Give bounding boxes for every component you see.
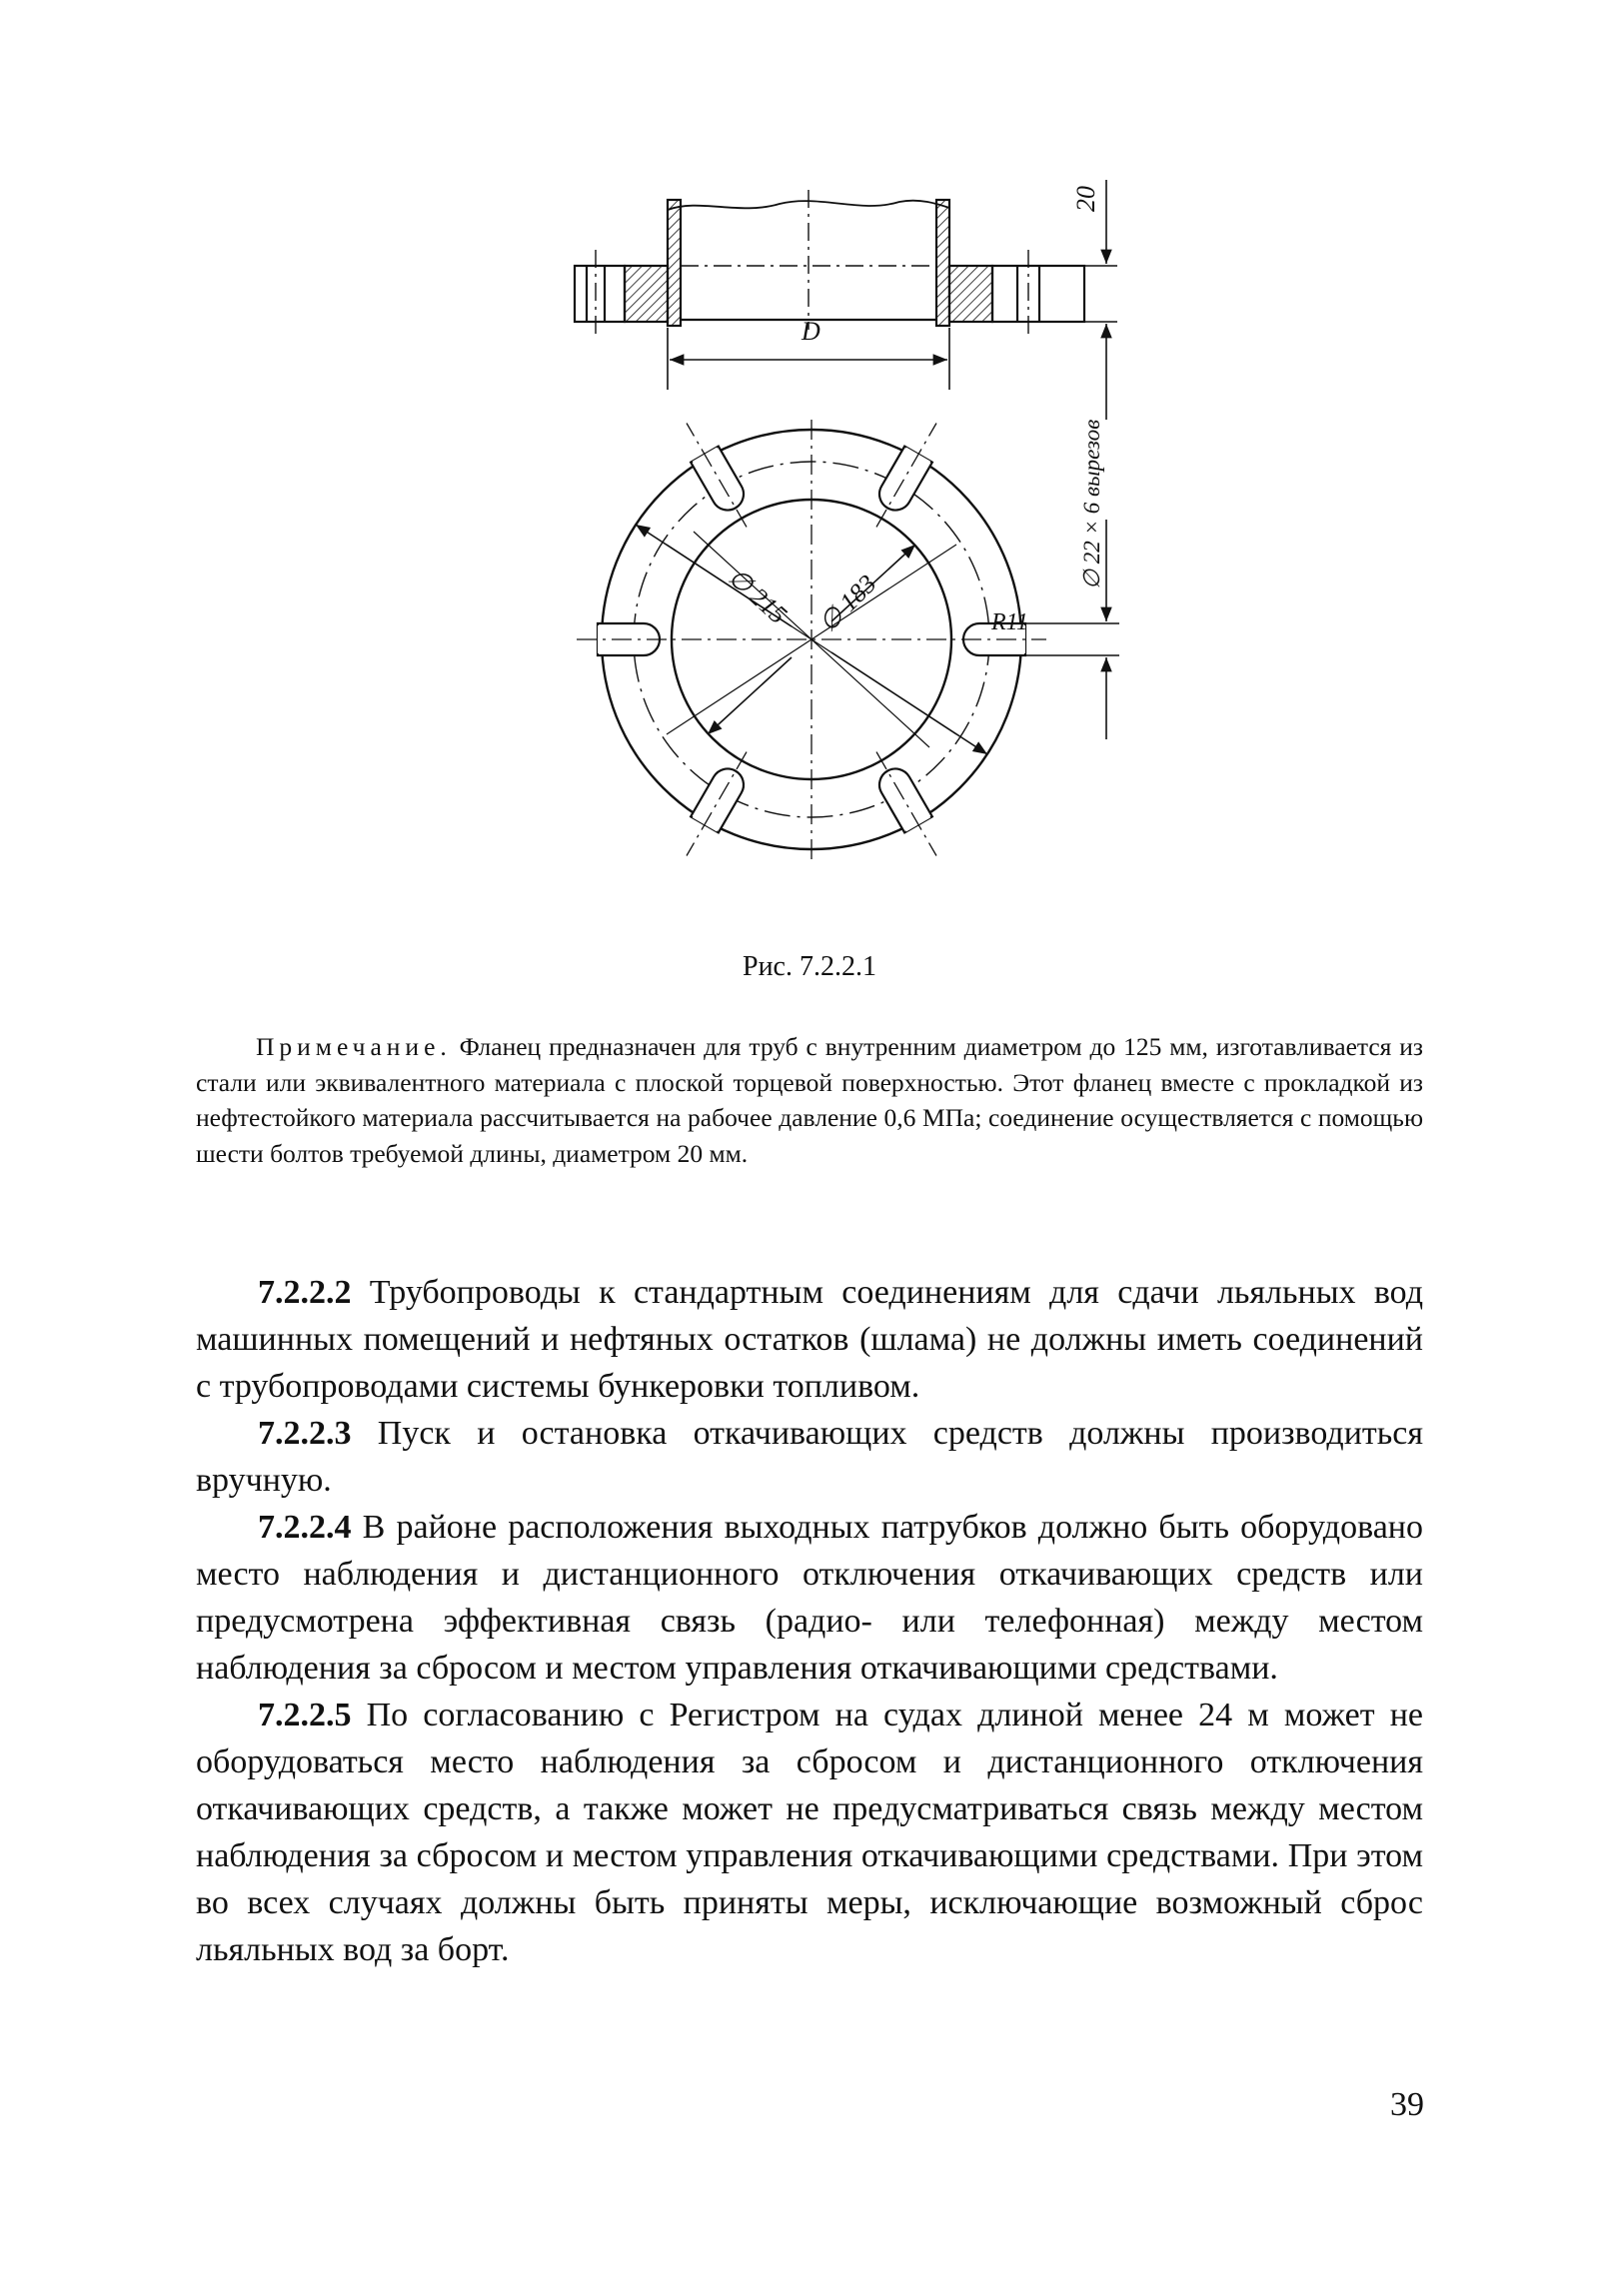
paragraph-7-2-2-5 [196,1692,1423,1973]
note [196,1029,1423,1171]
paragraph-text: По согласованию с Регистром на судах длиной менее 24 м может не оборудоваться место наблюдения за сбросом и дистанционного отключения откачивающих средств, а также может не предусматриваться связь между местом наблюдения за сбросом и местом управления откачивающими средствами. При этом во всех случаях должны быть приняты меры, исключающие возможный сброс льяльных вод за борт. [196,1697,1423,1968]
paragraph-number: 7.2.2.5 [258,1697,352,1733]
paragraph-7-2-2-2 [196,1269,1423,1410]
page-number: 39 [1390,2086,1424,2123]
paragraph-number: 7.2.2.2 [258,1274,352,1311]
note-lead: Примечание. [256,1032,452,1061]
label-slots: ∅ 22 × 6 вырезов [1079,419,1104,589]
paragraph-number: 7.2.2.4 [258,1509,352,1546]
paragraph-7-2-2-4 [196,1504,1423,1692]
paragraph-text: В районе расположения выходных патрубков должно быть оборудовано место наблюдения и дистанционного отключения откачивающих средств или предусмотрена эффективная связь (радио- или телефонная) между местом наблюдения за сбросом и местом управления откачивающими средствами. [196,1509,1423,1687]
flange-drawing [540,170,1139,939]
paragraph-text: Трубопроводы к стандартным соединениям для сдачи льяльных вод машинных помещений и нефтяных остатков (шлама) не должны иметь соединений с трубопроводами системы бункеровки топливом. [196,1274,1423,1405]
section-view [575,200,1084,326]
label-d215: ∅ 215 [722,562,794,630]
label-thickness: 20 [1071,186,1100,212]
paragraph-number: 7.2.2.3 [258,1415,352,1452]
body-text [196,1269,1423,1973]
paragraph-text: Пуск и остановка откачивающих средств должны производиться вручную. [196,1415,1423,1499]
label-d183: ∅ 183 [812,569,882,638]
note-text: Фланец предназначен для труб с внутренним диаметром до 125 мм, изготавливается из стали или эквивалентного материала с плоской торцевой поверхностью. Этот фланец вместе с прокладкой из нефтестойкого материала рассчитывается на рабочее давление 0,6 МПа; соединение осуществляется с помощью шести болтов требуемой длины, диаметром 20 мм. [196,1032,1424,1168]
label-d: D [802,317,820,346]
label-r11: R11 [991,609,1028,635]
paragraph-7-2-2-3 [196,1410,1423,1504]
figure-caption: Рис. 7.2.2.1 [743,951,876,982]
plan-view [577,420,1046,859]
